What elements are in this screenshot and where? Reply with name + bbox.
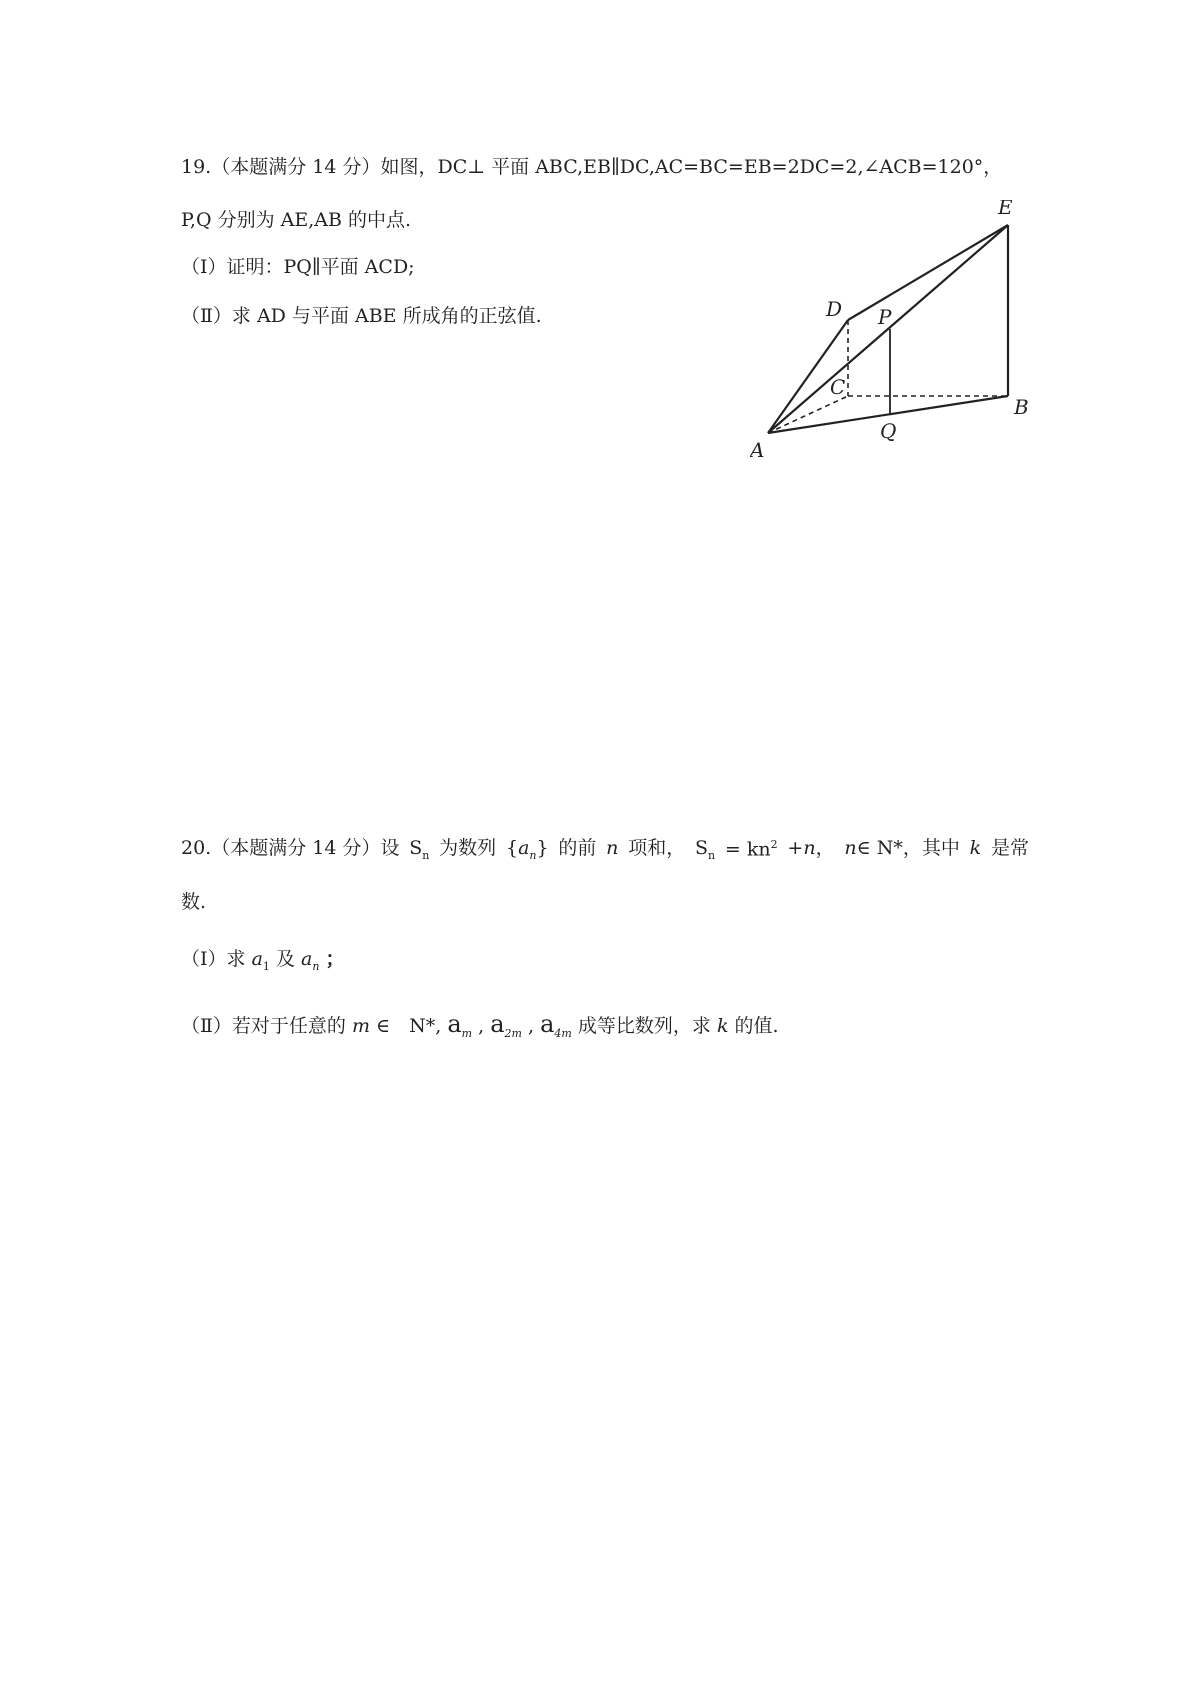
label-E: E [998, 200, 1013, 219]
label-P: P [878, 305, 892, 329]
label-B: B [1014, 395, 1029, 419]
label-A: A [750, 438, 765, 462]
label-Q: Q [880, 419, 897, 443]
q20-line2: 数. [181, 891, 207, 913]
q19-line2: P,Q 分别为 AE,AB 的中点. [181, 209, 412, 231]
edge-DE [848, 225, 1008, 320]
label-C: C [830, 375, 846, 399]
q19-part2: （Ⅱ）求 AD 与平面 ABE 所成角的正弦值. [181, 305, 542, 327]
q20-part2: （Ⅱ）若对于任意的 m ∈ N*, $a_m$ , $a_{2m}$ , $a_{4m}$ 成等比数列，求 k 的值. [181, 1010, 779, 1040]
q19-line1: 19.（本题满分 14 分）如图，DC⊥ 平面 ABC,EB∥DC,AC=BC=EB=2DC=2,∠ACB=120°， [181, 156, 1003, 178]
q20-line1: 20.（本题满分 14 分）设 $S_n$ 为数列 $\{a_n\}$ 的前 n 项和， $S_n$ = $kn^2$ +n， n∈ N*，其中 k 是常 [181, 837, 1029, 862]
label-D: D [826, 297, 843, 321]
q19-part1: （Ⅰ）证明：PQ∥平面 ACD; [181, 256, 415, 278]
q20-part1: （I）求 $a_1$ 及 $a_n$ ； [181, 948, 345, 973]
q19-geometry-figure [750, 200, 1050, 465]
